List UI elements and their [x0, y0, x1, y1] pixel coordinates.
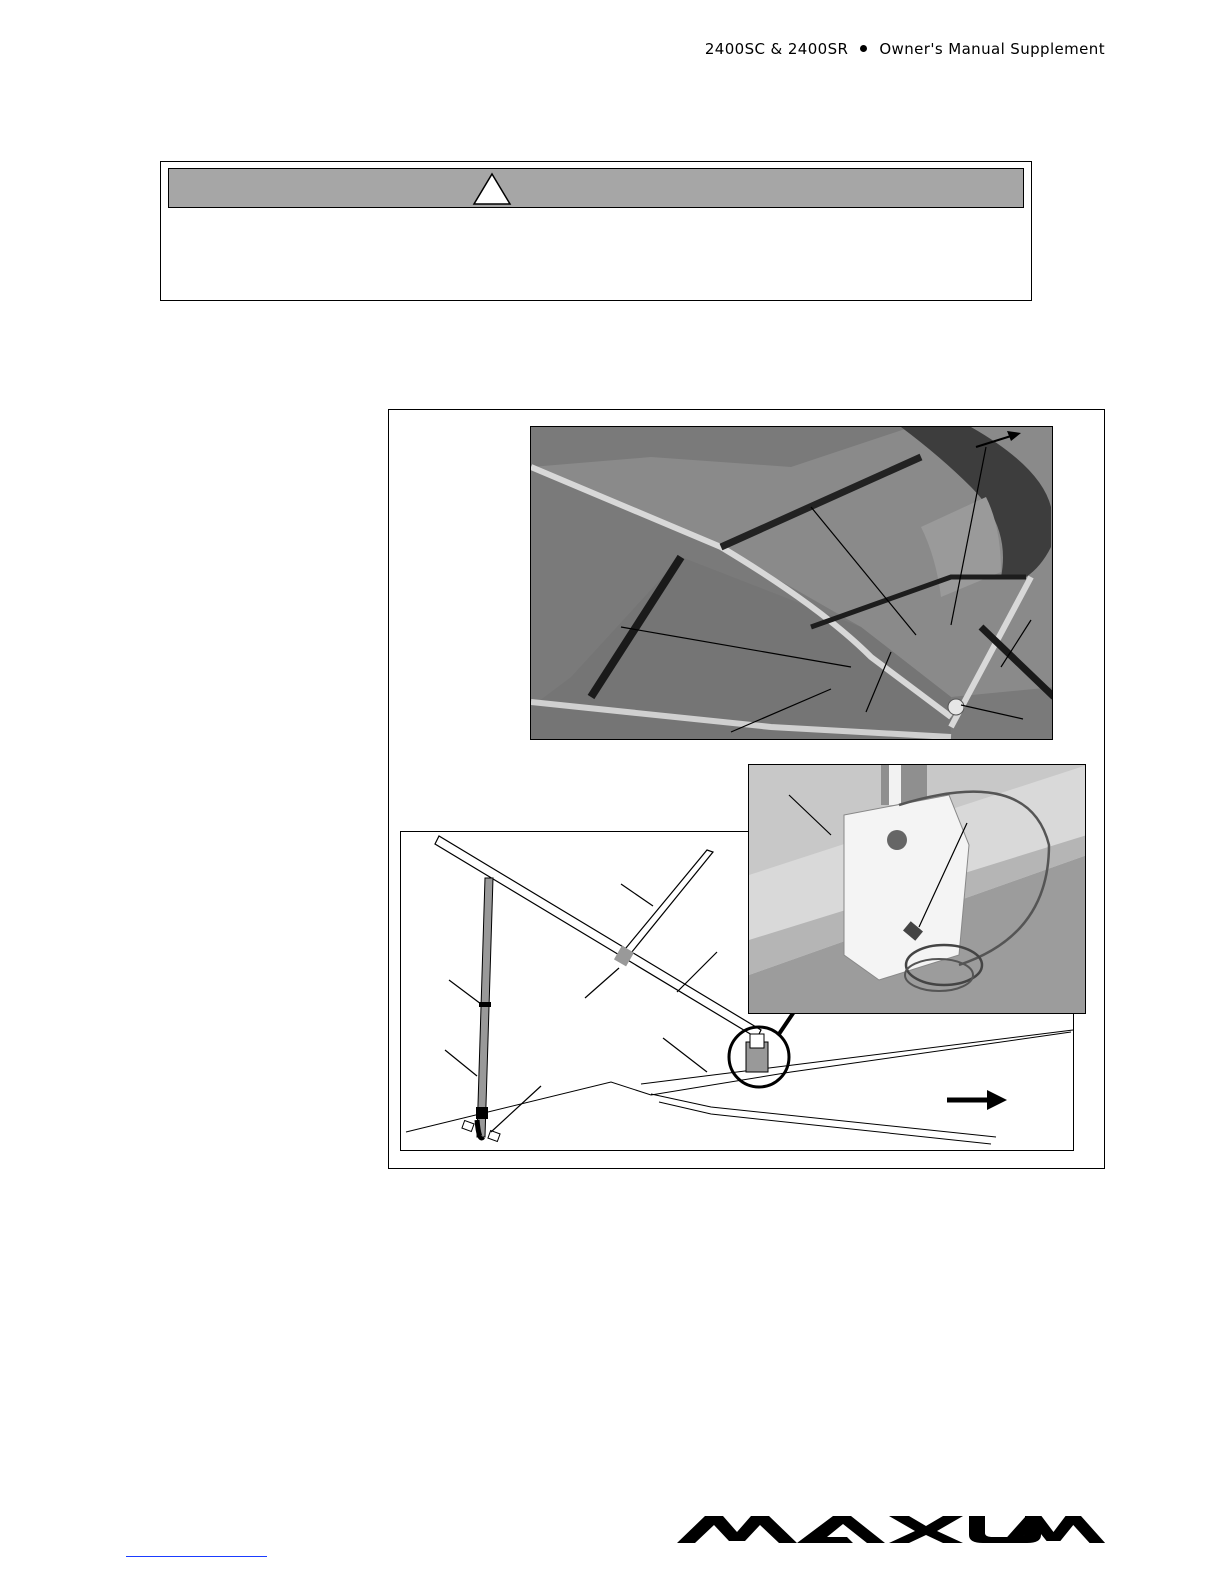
warning-header-bar — [168, 168, 1024, 208]
warning-box — [160, 161, 1032, 301]
warning-triangle-icon — [472, 172, 512, 206]
header-title: Owner's Manual Supplement — [879, 40, 1105, 58]
footer-link-underline[interactable] — [126, 1556, 267, 1557]
arrow-right-icon — [947, 1090, 1007, 1110]
bullet-icon — [860, 45, 867, 52]
maxum-logo — [677, 1513, 1105, 1545]
page-header — [705, 40, 1105, 58]
bimini-top-canopy-photo — [530, 426, 1053, 740]
header-model: 2400SC & 2400SR — [704, 40, 849, 58]
mounting-bracket-detail-photo — [748, 764, 1086, 1014]
